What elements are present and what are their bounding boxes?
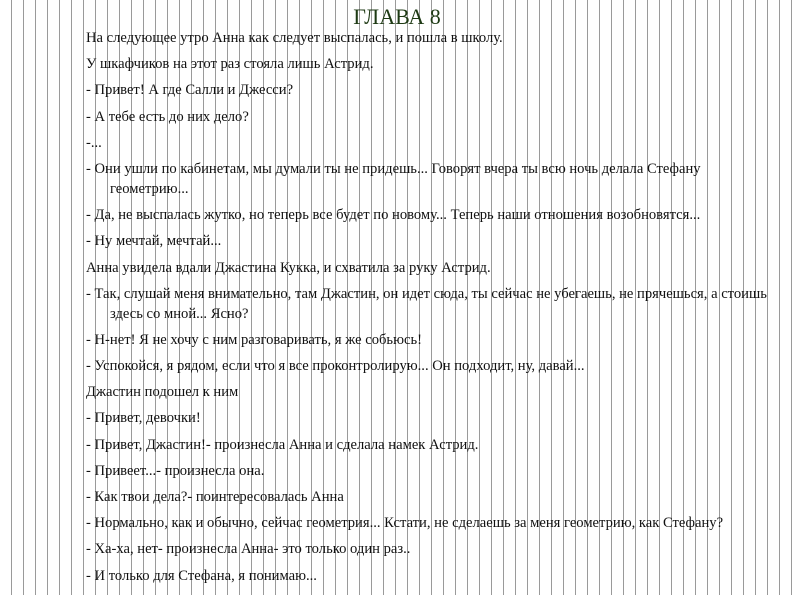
page-title: ГЛАВА 8 [353, 4, 441, 29]
paragraph: - Ну мечтай, мечтай... [86, 233, 222, 250]
paragraph: - Ха-ха, нет- произнесла Анна- это только один раз.. [86, 541, 411, 558]
paragraph: - И только для Стефана, я понимаю... [86, 567, 317, 584]
paragraph: - Да, не выспалась жутко, но теперь все будет по новому... Теперь наши отношения возобновятся... [86, 207, 701, 224]
paragraph: - Привет, девочки! [86, 410, 201, 427]
paragraph: - А тебе есть до них дело? [86, 108, 249, 125]
paragraph: - Привет, Джастин!- произнесла Анна и сделала намек Астрид. [86, 436, 479, 453]
paragraph: - Привеет...- произнесла она. [86, 462, 265, 479]
paragraph: - Как твои дела?- поинтересовалась Анна [86, 489, 344, 505]
paragraph: -... [86, 134, 102, 151]
paragraph: У шкафчиков на этот раз стояла лишь Астрид. [86, 56, 374, 73]
paragraph: - Н-нет! Я не хочу с ним разговаривать, я же собьюсь! [86, 331, 422, 348]
paragraph: - Успокойся, я рядом, если что я все проконтролирую... Он подходит, ну, давай... [86, 358, 585, 375]
paragraph: Джастин подошел к ним [86, 384, 239, 401]
paragraph: Анна увидела вдали Джастина Кукка, и схватила за руку Астрид. [86, 259, 491, 276]
paragraph: На следующее утро Анна как следует выспалась, и пошла в школу. [86, 30, 503, 46]
paragraph: - Так, слушай меня внимательно, там Джастин, он идет сюда, ты сейчас не убегаешь, не прячешься, а стоишь здесь со мной... Ясно? [86, 285, 767, 322]
paragraph: - Они ушли по кабинетам, мы думали ты не придешь... Говорят вчера ты всю ночь делала Стефану геометрию... [86, 160, 701, 197]
document-body [86, 28, 776, 592]
paragraph: - Нормально, как и обычно, сейчас геометрия... Кстати, не сделаешь за меня геометрию, как Стефану? [86, 515, 724, 532]
paragraph: - Привет! А где Салли и Джесси? [86, 82, 294, 99]
